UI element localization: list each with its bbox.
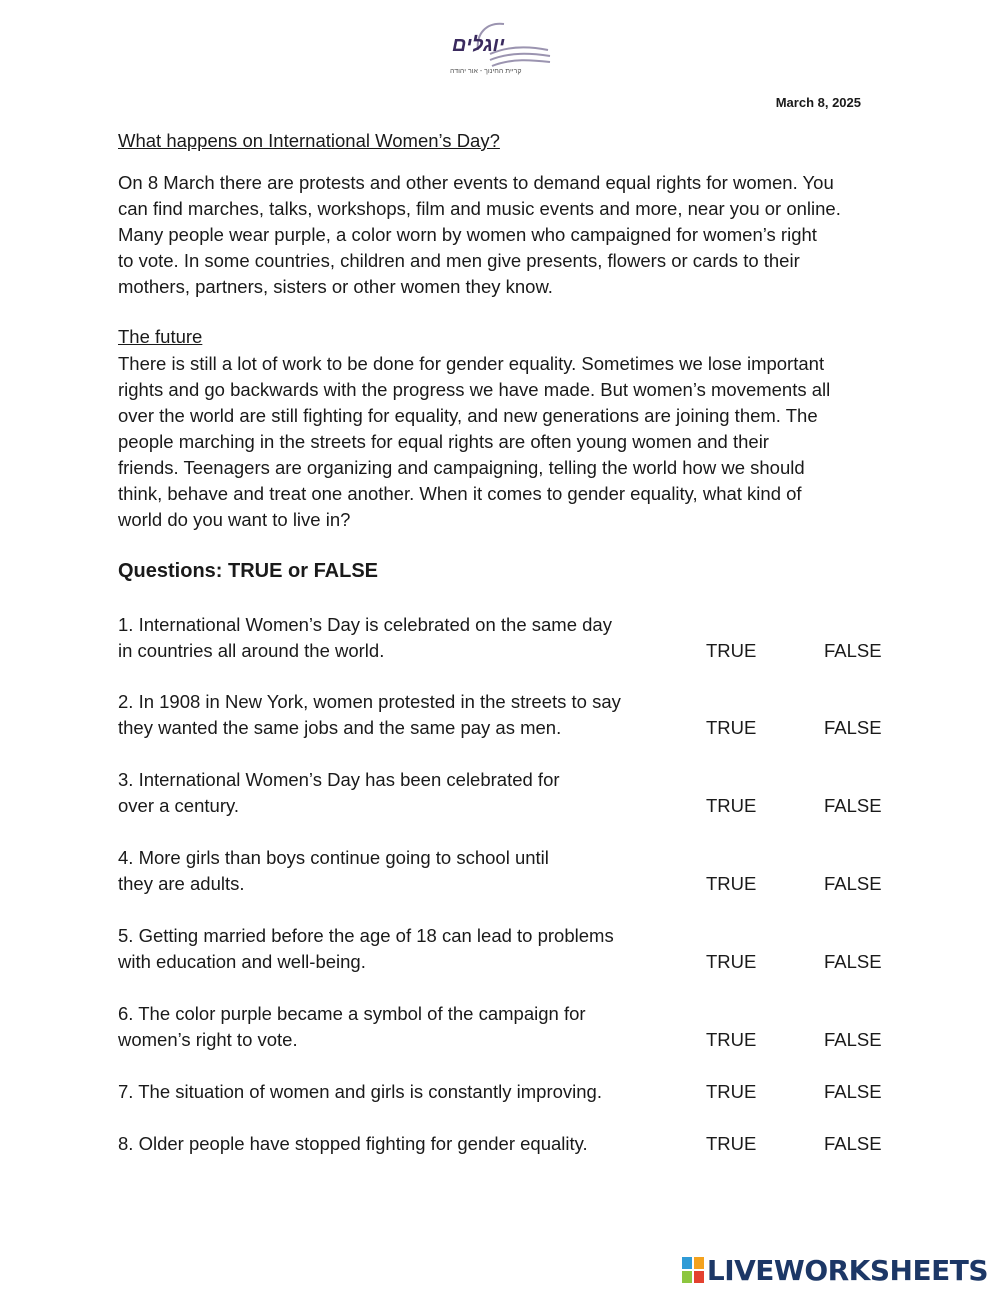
paragraph-line: There is still a lot of work to be done for gender equality. Sometimes we lose important — [118, 353, 825, 374]
question-item-7 — [118, 1079, 888, 1105]
question-line: 1. International Women’s Day is celebrated on the same day — [118, 614, 612, 635]
paragraph-line: over the world are still fighting for equality, and new generations are joining them. The — [118, 405, 818, 426]
false-option[interactable]: FALSE — [824, 795, 882, 816]
question-line: women’s right to vote. — [118, 1029, 298, 1050]
paragraph-line: friends. Teenagers are organizing and campaigning, telling the world how we should — [118, 457, 805, 478]
paragraph-line: think, behave and treat one another. When it comes to gender equality, what kind of — [118, 483, 802, 504]
paragraph-line: to vote. In some countries, children and men give presents, flowers or cards to their — [118, 250, 800, 271]
question-line: with education and well-being. — [118, 951, 366, 972]
document-date: March 8, 2025 — [775, 95, 861, 110]
question-line: 5. Getting married before the age of 18 can lead to problems — [118, 925, 614, 946]
paragraph-womens-day — [118, 170, 898, 300]
true-option[interactable]: TRUE — [706, 795, 757, 816]
question-text — [118, 923, 678, 975]
question-text — [118, 612, 678, 664]
true-option[interactable]: TRUE — [706, 717, 757, 738]
true-option[interactable]: TRUE — [706, 1133, 757, 1154]
section-heading-womens-day: What happens on International Women’s Day? — [118, 130, 500, 151]
question-text — [118, 1131, 678, 1157]
false-option[interactable]: FALSE — [824, 873, 882, 894]
question-item-4 — [118, 845, 888, 897]
paragraph-line: world do you want to live in? — [118, 509, 351, 530]
true-option[interactable]: TRUE — [706, 1081, 757, 1102]
false-option[interactable]: FALSE — [824, 1029, 882, 1050]
brand-name: LIVEWORKSHEETS — [706, 1253, 988, 1287]
false-option[interactable]: FALSE — [824, 1133, 882, 1154]
paragraph-line: Many people wear purple, a color worn by women who campaigned for women’s right — [118, 224, 817, 245]
question-line: 6. The color purple became a symbol of the campaign for — [118, 1003, 586, 1024]
question-item-3 — [118, 767, 888, 819]
logo-subtitle: קריית החינוך - אור יהודה — [450, 68, 522, 75]
paragraph-line: mothers, partners, sisters or other women they know. — [118, 276, 553, 297]
paragraph-line: people marching in the streets for equal rights are often young women and their — [118, 431, 769, 452]
question-line: 8. Older people have stopped fighting for gender equality. — [118, 1133, 588, 1154]
logo-text: יוגלים — [452, 34, 505, 56]
question-text — [118, 767, 678, 819]
question-text — [118, 1079, 678, 1105]
question-item-1 — [118, 612, 888, 664]
question-line: over a century. — [118, 795, 239, 816]
paragraph-line: rights and go backwards with the progress we have made. But women’s movements all — [118, 379, 831, 400]
question-line: they wanted the same jobs and the same pay as men. — [118, 717, 562, 738]
question-text — [118, 689, 678, 741]
false-option[interactable]: FALSE — [824, 1081, 882, 1102]
question-line: 7. The situation of women and girls is constantly improving. — [118, 1081, 602, 1102]
true-option[interactable]: TRUE — [706, 640, 757, 661]
question-item-6 — [118, 1001, 888, 1053]
liveworksheets-logo-icon — [682, 1257, 704, 1283]
paragraph-line: can find marches, talks, workshops, film and music events and more, near you or online. — [118, 198, 841, 219]
question-line: in countries all around the world. — [118, 640, 385, 661]
question-line: they are adults. — [118, 873, 245, 894]
question-text — [118, 845, 678, 897]
questions-title: Questions: TRUE or FALSE — [118, 560, 379, 582]
section-heading-future: The future — [118, 326, 203, 347]
false-option[interactable]: FALSE — [824, 951, 882, 972]
school-logo — [446, 20, 554, 82]
question-item-2 — [118, 689, 888, 741]
true-option[interactable]: TRUE — [706, 873, 757, 894]
true-option[interactable]: TRUE — [706, 1029, 757, 1050]
question-text — [118, 1001, 678, 1053]
question-line: 4. More girls than boys continue going to school until — [118, 847, 549, 868]
paragraph-line: On 8 March there are protests and other events to demand equal rights for women. You — [118, 172, 834, 193]
false-option[interactable]: FALSE — [824, 717, 882, 738]
question-line: 2. In 1908 in New York, women protested in the streets to say — [118, 691, 621, 712]
true-option[interactable]: TRUE — [706, 951, 757, 972]
question-item-5 — [118, 923, 888, 975]
paragraph-future — [118, 351, 898, 533]
question-item-8 — [118, 1131, 888, 1157]
false-option[interactable]: FALSE — [824, 640, 882, 661]
question-line: 3. International Women’s Day has been celebrated for — [118, 769, 560, 790]
liveworksheets-brand[interactable] — [682, 1253, 988, 1287]
